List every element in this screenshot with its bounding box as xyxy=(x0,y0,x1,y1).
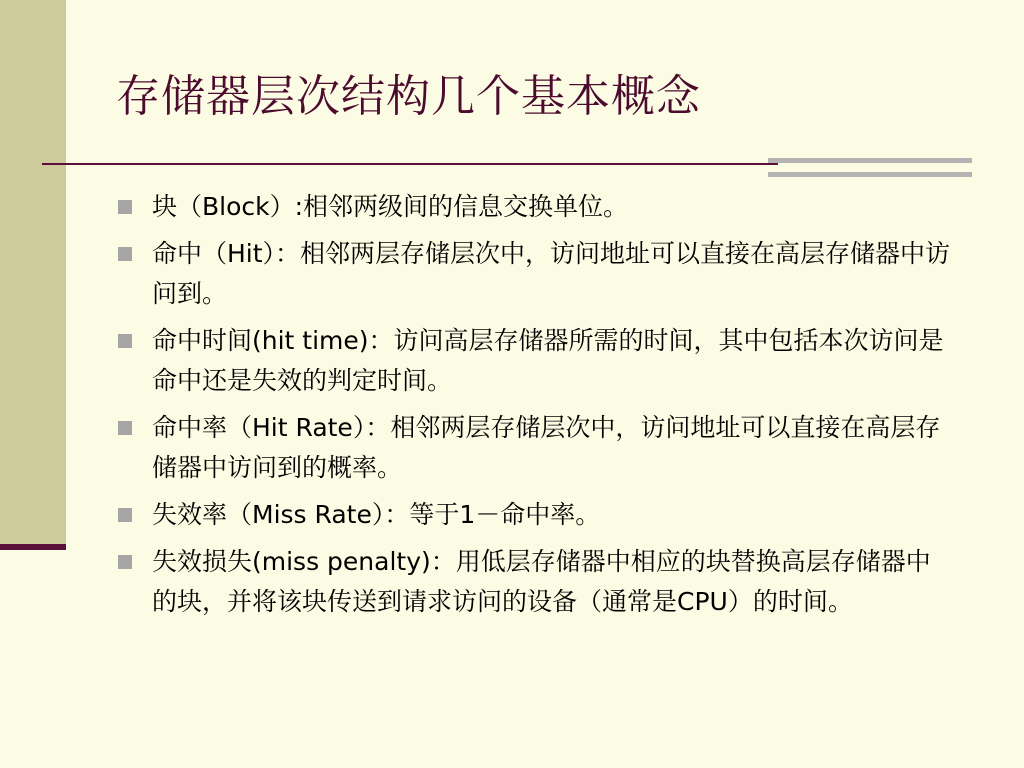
bullet-item-hit xyxy=(118,234,952,314)
slide-title: 存储器层次结构几个基本概念 xyxy=(116,71,701,122)
left-accent-bar xyxy=(0,0,66,548)
bullet-text: 块（Block）:相邻两级间的信息交换单位。 xyxy=(152,192,629,221)
title-rule-gray-bottom xyxy=(768,172,972,177)
bullet-text: 命中（Hit）：相邻两层存储层次中，访问地址可以直接在高层存储器中访问到。 xyxy=(152,239,951,308)
bullet-list xyxy=(118,187,968,629)
title-underline xyxy=(42,163,778,165)
square-bullet-icon xyxy=(118,508,132,522)
bullet-item-block xyxy=(118,187,952,227)
bullet-text: 失效损失(miss penalty)：用低层存储器中相应的块替换高层存储器中的块，并将该块传送到请求访问的设备（通常是CPU）的时间。 xyxy=(152,547,931,616)
square-bullet-icon xyxy=(118,421,132,435)
bullet-item-hit-rate xyxy=(118,408,952,488)
square-bullet-icon xyxy=(118,555,132,569)
left-accent-bar-cap xyxy=(0,544,66,550)
square-bullet-icon xyxy=(118,200,132,214)
bullet-text: 命中时间(hit time)：访问高层存储器所需的时间，其中包括本次访问是命中还是失效的判定时间。 xyxy=(152,326,944,395)
bullet-item-miss-rate xyxy=(118,495,952,535)
bullet-text: 命中率（Hit Rate）：相邻两层存储层次中，访问地址可以直接在高层存储器中访问到的概率。 xyxy=(152,413,941,482)
square-bullet-icon xyxy=(118,247,132,261)
bullet-item-hit-time xyxy=(118,321,952,401)
square-bullet-icon xyxy=(118,334,132,348)
title-rule-gray-top xyxy=(768,158,972,163)
bullet-item-miss-penalty xyxy=(118,542,952,622)
bullet-text: 失效率（Miss Rate）：等于1－命中率。 xyxy=(152,500,601,529)
